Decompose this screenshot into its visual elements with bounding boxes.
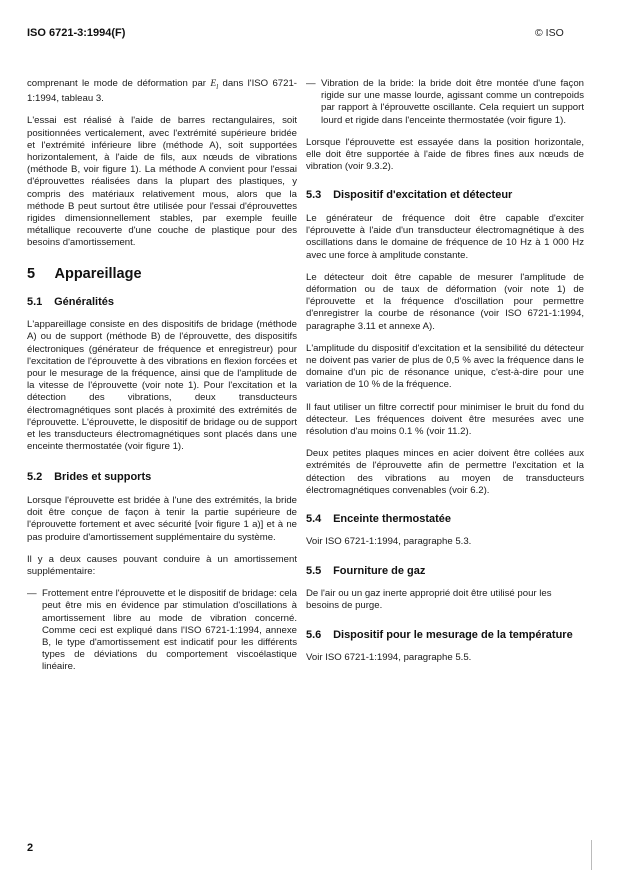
scan-artifact bbox=[591, 840, 592, 870]
page-number: 2 bbox=[27, 842, 34, 854]
subsection-heading-5-2 bbox=[27, 471, 297, 485]
paragraph: Il faut utiliser un filtre correctif pour minimiser le bruit du fond du détecteur. Les fréquences doivent être mesurées avec une résolution d'au moins 0.1 % (voir 11.2). bbox=[306, 401, 584, 437]
section-title: Dispositif d'excitation et détecteur bbox=[333, 189, 513, 202]
text-run: dans l'ISO 6721-1:1994, tableau 3. bbox=[27, 78, 298, 105]
section-number: 5 bbox=[27, 265, 36, 282]
section-title: Dispositif pour le mesurage de la température bbox=[333, 628, 573, 641]
subsection-heading-5-4 bbox=[306, 513, 584, 527]
paragraph: Voir ISO 6721-1:1994, paragraphe 5.5. bbox=[306, 652, 472, 664]
subsection-heading-5-6 bbox=[306, 629, 584, 643]
dash-bullet: — bbox=[306, 78, 316, 89]
list-item-text: Vibration de la bride: la bride doit être montée d'une façon rigide sur une masse lourde, agissant comme un contrepoids par rapport à l'éprouvette oscillante. Cela requiert un support lourd et rigide dans l'enceinte thermostatée (voir figure 1). bbox=[321, 78, 584, 126]
paragraph: L'essai est réalisé à l'aide de barres rectangulaires, soit positionnées verticalement, avec l'extrémité supérieure bridée et l'extrémité inférieure libre (méthode A), soit supportées horizontalement, à l'aide de fils, aux nœuds de vibrations (méthode B, voir figure 1). La méthode A convient pour l'essai d'éprouvettes réalisées dans la plupart des plastiques, y compris des matériaux relativement mous, alors que la méthode B peut surtout être utilisée pour l'essai d'éprouvettes rigides dimensionnellement stables, par exemple feuille métallique recouverte d'une couche de plastique pour des besoins d'amortissement. bbox=[27, 115, 297, 249]
section-number: 5.5 bbox=[306, 564, 322, 577]
left-column bbox=[27, 78, 297, 684]
paragraph: Voir ISO 6721-1:1994, paragraphe 5.3. bbox=[306, 536, 472, 548]
paragraph: Lorsque l'éprouvette est essayée dans la position horizontale, elle doit être supportée à l'aide de fibres fines aux nœuds de vibration (voir 9.3.2). bbox=[306, 136, 584, 173]
paragraph: L'amplitude du dispositif d'excitation et la sensibilité du détecteur ne doivent pas varier de plus de 0,5 % avec la fréquence dans le domaine d'un pic de résonance unique, c'est-à-dire pour une variation de 10 % de la fréquence. bbox=[306, 342, 584, 391]
list-item-text: Frottement entre l'éprouvette et le dispositif de bridage: cela peut être mis en évidence par stimulation d'oscillations à amortissement libre au mode de vibration concerné. Comme ceci est expliqué dans l'ISO 6721-1:1994, annexe B, le type d'amortissement est indicatif pour les différents types de déviations du comportement viscoélastique linéaire. bbox=[42, 588, 297, 673]
section-number: 5.2 bbox=[27, 471, 43, 484]
paragraph: L'appareillage consiste en des dispositifs de bridage (méthode A) ou de support (méthode B) de l'éprouvette, des dispositifs électroniques (générateur de fréquence et enregistreur) pour l'excitation de l'éprouvette à des vibrations en flexion forcées et pour le mesurage de la fréquence, ainsi que de l'amplitude de la vitesse de l'éprouvette (voir note 1). Pour l'excitation et la détection des vibrations, deux transducteurs électromagnétiques sont placés à proximité des extrémités de l'éprouvette. L'éprouvette, le dispositif de bridage ou de support et les transducteurs électromagnétiques sont placés dans une enceinte thermostatée (voir figure 1). bbox=[27, 319, 297, 453]
symbol-subscript: l bbox=[216, 82, 219, 91]
copyright-notice: © ISO bbox=[535, 27, 564, 39]
section-title: Fourniture de gaz bbox=[333, 564, 426, 577]
section-title: Généralités bbox=[54, 295, 114, 308]
dash-bullet: — bbox=[27, 588, 37, 600]
section-title: Enceinte thermostatée bbox=[333, 512, 452, 525]
modulus-symbol bbox=[210, 78, 218, 89]
subsection-heading-5-3 bbox=[306, 189, 584, 203]
section-number: 5.4 bbox=[306, 512, 322, 525]
paragraph: Deux petites plaques minces en acier doivent être collées aux extrémités de l'éprouvette afin de permettre l'excitation et la détection des vibrations au moyen de transducteurs électromagnétiques convenables (voir 6.2). bbox=[306, 448, 584, 496]
paragraph: Il y a deux causes pouvant conduire à un amortissement supplémentaire: bbox=[27, 553, 297, 577]
paragraph bbox=[27, 78, 297, 105]
section-title: Brides et supports bbox=[54, 471, 152, 484]
subsection-heading-5-1 bbox=[27, 296, 297, 310]
section-number: 5.1 bbox=[27, 295, 43, 308]
list-item bbox=[306, 78, 584, 127]
list-item bbox=[27, 588, 297, 673]
section-heading-5 bbox=[27, 265, 297, 282]
paragraph: Lorsque l'éprouvette est bridée à l'une des extrémités, la bride doit être conçue de façon à tenir la partie supérieure de l'éprouvette fortement et avec sécurité [voir figure 1 a)] et à ne pas produire d'amortissement supplémentaire du système. bbox=[27, 494, 297, 543]
section-number: 5.6 bbox=[306, 628, 322, 641]
standard-identifier: ISO 6721-3:1994(F) bbox=[27, 27, 126, 39]
section-title: Appareillage bbox=[54, 265, 142, 282]
paragraph: De l'air ou un gaz inerte approprié doit être utilisé pour les besoins de purge. bbox=[306, 588, 552, 612]
right-column bbox=[306, 78, 584, 674]
symbol-letter: E bbox=[210, 78, 217, 89]
section-number: 5.3 bbox=[306, 189, 322, 202]
paragraph: Le générateur de fréquence doit être capable d'exciter l'éprouvette à l'aide d'un transducteur électromagnétique à des oscillations dans le domaine de fréquence de 10 Hz à 1 000 Hz avec une force à amplitude constante. bbox=[306, 212, 584, 261]
subsection-heading-5-5 bbox=[306, 565, 584, 579]
paragraph: Le détecteur doit être capable de mesurer l'amplitude de déformation ou de taux de déformation (voir note 1) de l'éprouvette et la fréquence d'oscillation pour permettre d'enregistrer la courbe de résonance (voir ISO 6721-1:1994, paragraphe 3.11 et annexe A). bbox=[306, 271, 584, 332]
text-run: comprenant le mode de déformation par bbox=[27, 78, 211, 89]
